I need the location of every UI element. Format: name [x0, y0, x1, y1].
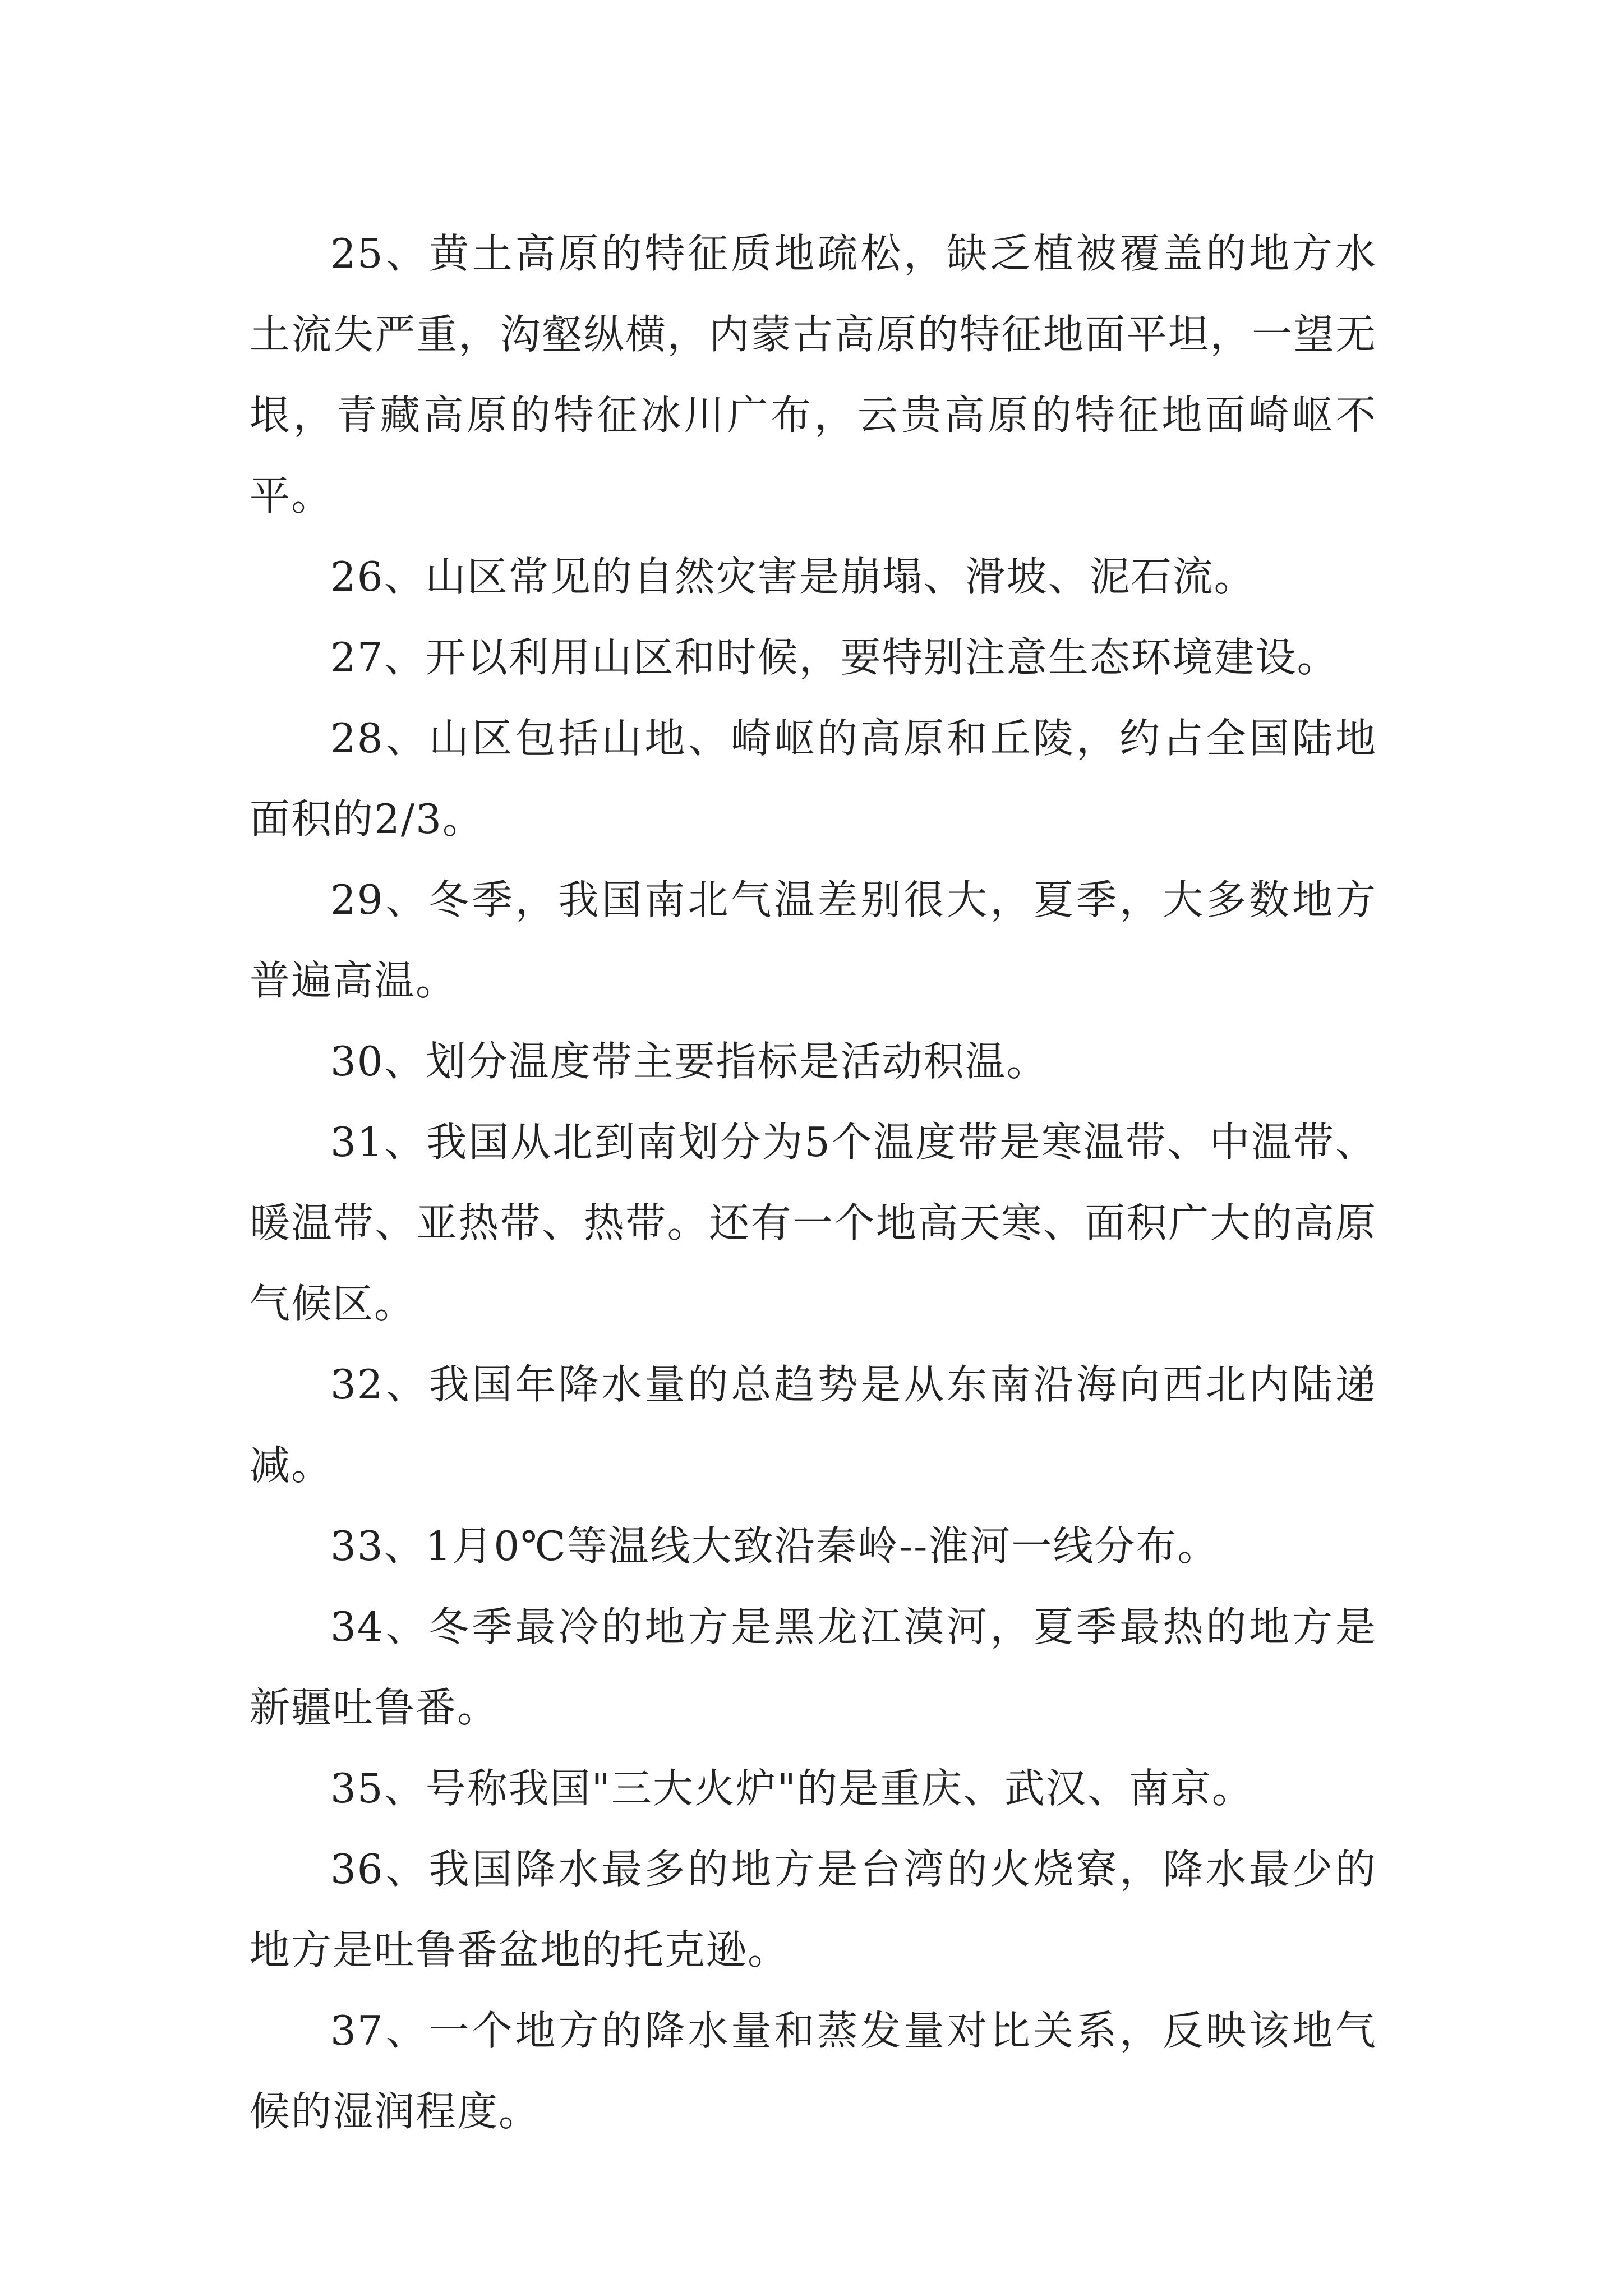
- paragraph-item-28: 28、山区包括山地、崎岖的高原和丘陵，约占全国陆地面积的2/3。: [250, 715, 1377, 843]
- paragraph-item-37: 37、一个地方的降水量和蒸发量对比关系，反映该地气候的湿润程度。: [250, 2007, 1377, 2135]
- paragraph-item-26: 26、山区常见的自然灾害是崩塌、滑坡、泥石流。: [330, 553, 1256, 600]
- document-body: [250, 213, 1377, 2152]
- paragraph-item-30: 30、划分温度带主要指标是活动积温。: [330, 1038, 1048, 1085]
- paragraph-item-29: 29、冬季，我国南北气温差别很大，夏季，大多数地方普遍高温。: [250, 876, 1377, 1004]
- paragraph-item-31: 31、我国从北到南划分为5个温度带是寒温带、中温带、暖温带、亚热带、热带。还有一个地高天寒、面积广大的高原气候区。: [250, 1119, 1377, 1327]
- paragraph-item-33: 33、1月0℃等温线大致沿秦岭--淮河一线分布。: [330, 1522, 1219, 1570]
- paragraph-item-32: 32、我国年降水量的总趋势是从东南沿海向西北内陆递减。: [250, 1361, 1377, 1489]
- paragraph-item-35: 35、号称我国"三大火炉"的是重庆、武汉、南京。: [330, 1765, 1253, 1812]
- paragraph-item-27: 27、开以利用山区和时候，要特别注意生态环境建设。: [330, 634, 1339, 681]
- paragraph-item-34: 34、冬季最冷的地方是黑龙江漠河，夏季最热的地方是新疆吐鲁番。: [250, 1603, 1377, 1731]
- paragraph-item-36: 36、我国降水最多的地方是台湾的火烧寮，降水最少的地方是吐鲁番盆地的托克逊。: [250, 1846, 1377, 1973]
- paragraph-item-25: 25、黄土高原的特征质地疏松，缺乏植被覆盖的地方水土流失严重，沟壑纵横，内蒙古高原的特征地面平坦，一望无垠，青藏高原的特征冰川广布，云贵高原的特征地面崎岖不平。: [250, 230, 1377, 519]
